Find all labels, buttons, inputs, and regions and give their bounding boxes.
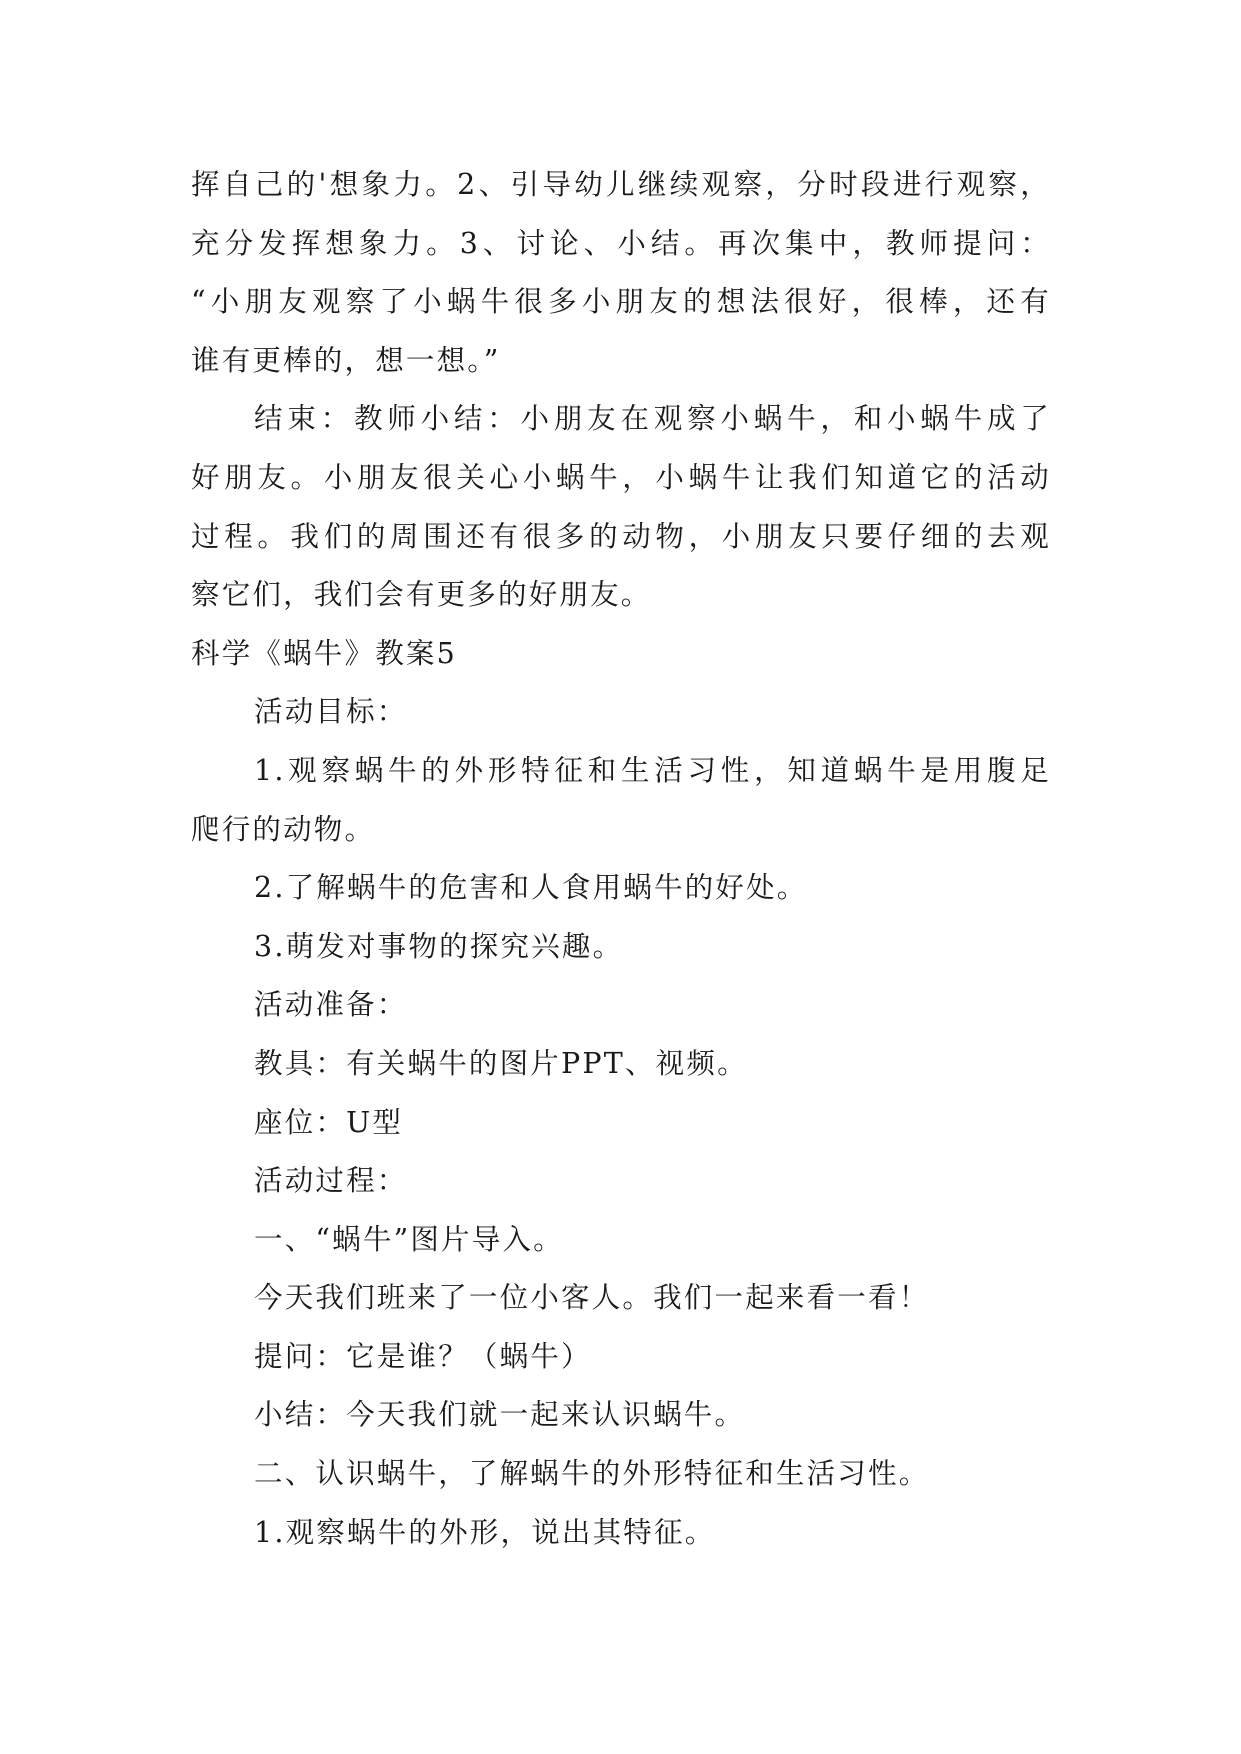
text-line: 挥自己的'想象力。2、引导幼儿继续观察，分时段进行观察， bbox=[191, 168, 1051, 201]
process-heading: 活动过程： bbox=[254, 1164, 408, 1198]
document-body bbox=[191, 156, 1051, 1562]
text-line: 过程。我们的周围还有很多的动物，小朋友只要仔细的去观 bbox=[191, 519, 1051, 553]
step-2-item-1: 1.观察蜗牛的外形，说出其特征。 bbox=[254, 1515, 716, 1549]
prep-tools: 教具：有关蜗牛的图片PPT、视频。 bbox=[254, 1046, 748, 1080]
goals-heading: 活动目标： bbox=[254, 695, 408, 729]
text-line: 爬行的动物。 bbox=[191, 812, 376, 846]
prep-heading: 活动准备： bbox=[254, 988, 408, 1022]
step-2-title: 二、认识蜗牛，了解蜗牛的外形特征和生活习性。 bbox=[254, 1457, 930, 1491]
paragraph-conclusion bbox=[191, 390, 1051, 624]
goal-item-1 bbox=[191, 742, 1051, 859]
prep-seating: 座位：U型 bbox=[254, 1105, 404, 1139]
text-line: 好朋友。小朋友很关心小蜗牛，小蜗牛让我们知道它的活动 bbox=[191, 460, 1051, 494]
goal-item-3: 3.萌发对事物的探究兴趣。 bbox=[254, 929, 624, 963]
step-1-question: 提问：它是谁？（蜗牛） bbox=[254, 1339, 592, 1373]
text-line: 充分发挥想象力。3、讨论、小结。再次集中，教师提问： bbox=[191, 226, 1051, 260]
section-title: 科学《蜗牛》教案5 bbox=[191, 636, 457, 670]
text-line: “小朋友观察了小蜗牛很多小朋友的想法很好，很棒，还有 bbox=[191, 285, 1051, 319]
text-line: 结束：教师小结：小朋友在观察小蜗牛，和小蜗牛成了 bbox=[254, 402, 1051, 436]
text-line: 谁有更棒的，想一想。” bbox=[191, 343, 501, 377]
text-line: 察它们，我们会有更多的好朋友。 bbox=[191, 578, 652, 612]
step-1-summary: 小结：今天我们就一起来认识蜗牛。 bbox=[254, 1398, 746, 1432]
text-line: 1.观察蜗牛的外形特征和生活习性，知道蜗牛是用腹足 bbox=[254, 753, 1051, 787]
goal-item-2: 2.了解蜗牛的危害和人食用蜗牛的好处。 bbox=[254, 871, 808, 905]
step-1-intro: 今天我们班来了一位小客人。我们一起来看一看！ bbox=[254, 1281, 930, 1315]
step-1-title: 一、“蜗牛”图片导入。 bbox=[254, 1222, 564, 1256]
paragraph-continuation bbox=[191, 156, 1051, 390]
